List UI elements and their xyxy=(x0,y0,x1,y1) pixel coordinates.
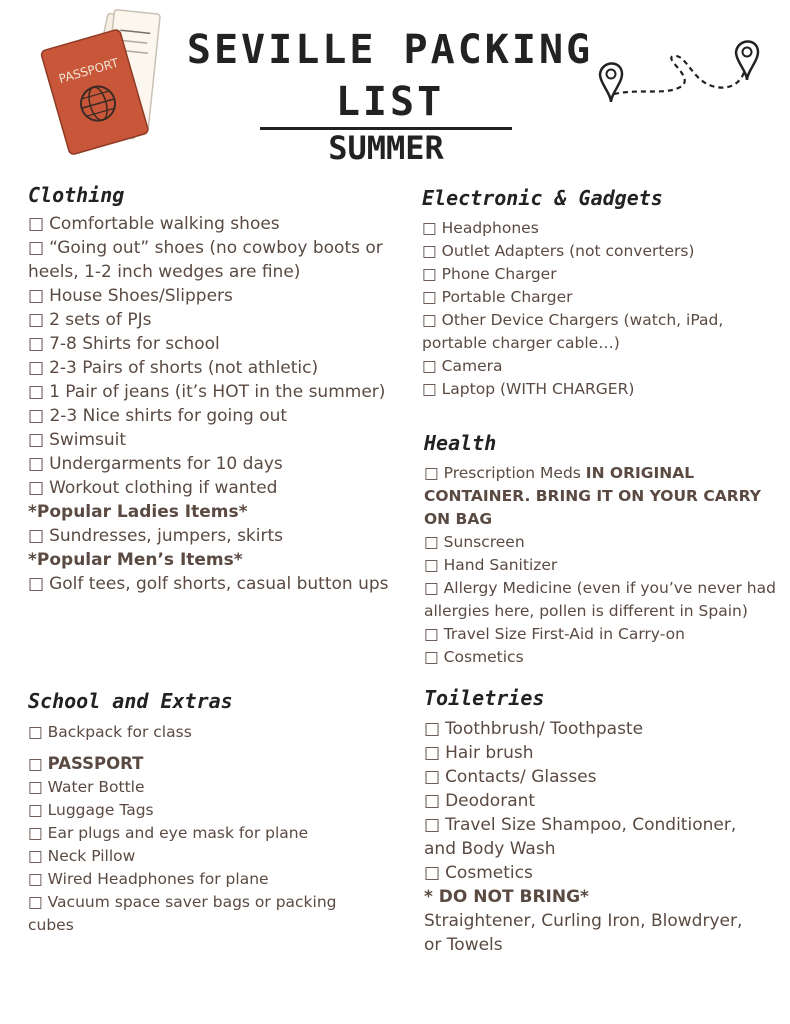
checkbox: □ xyxy=(28,801,43,819)
checkbox: □ xyxy=(424,815,441,835)
do-not-bring-items: Straightener, Curling Iron, Blowdryer, or Towels xyxy=(424,911,743,955)
list-item: □ Camera xyxy=(422,357,503,375)
checkbox: □ xyxy=(28,526,45,546)
checkbox: □ xyxy=(28,286,45,306)
list-item: □ 2 sets of PJs xyxy=(28,310,152,330)
mens-items-label: *Popular Men’s Items* xyxy=(28,550,243,570)
checkbox: □ xyxy=(422,357,437,375)
health-heading: Health xyxy=(424,431,497,455)
passport-cover-text: PASSPORT xyxy=(57,55,121,87)
checkbox: □ xyxy=(28,382,45,402)
list-item: □ Prescription Meds IN ORIGINAL CONTAINER. BRING IT ON YOUR CARRY ON BAG xyxy=(424,464,761,528)
checkbox: □ xyxy=(28,358,45,378)
checkbox: □ xyxy=(422,288,437,306)
checkbox: □ xyxy=(422,242,437,260)
checkbox: □ xyxy=(28,310,45,330)
checkbox: □ xyxy=(28,406,45,426)
ladies-items-label: *Popular Ladies Items* xyxy=(28,502,248,522)
passport-item: PASSPORT xyxy=(47,754,144,773)
list-item: □ Water Bottle xyxy=(28,778,145,796)
checkbox: □ xyxy=(424,648,439,666)
checkbox: □ xyxy=(424,533,439,551)
checkbox: □ xyxy=(28,893,43,911)
school-list xyxy=(28,721,358,937)
toiletries-section xyxy=(424,686,754,957)
do-not-bring-label: * DO NOT BRING* xyxy=(424,887,589,907)
list-item: □ Travel Size Shampoo, Conditioner, and Body Wash xyxy=(424,815,737,859)
checkbox: □ xyxy=(28,430,45,450)
list-item: □ Portable Charger xyxy=(422,288,573,306)
clothing-section xyxy=(28,183,396,596)
map-route-icon xyxy=(582,40,767,112)
checkbox: □ xyxy=(422,380,437,398)
list-item: □ Travel Size First-Aid in Carry-on xyxy=(424,625,685,643)
checkbox: □ xyxy=(28,478,45,498)
list-item: □ Cosmetics xyxy=(424,863,533,883)
list-item: □ Outlet Adapters (not converters) xyxy=(422,242,695,260)
checkbox: □ xyxy=(422,219,437,237)
list-item: □ Wired Headphones for plane xyxy=(28,870,269,888)
list-item: □ Comfortable walking shoes xyxy=(28,214,280,234)
school-heading: School and Extras xyxy=(28,689,233,713)
list-item: □ Sunscreen xyxy=(424,533,525,551)
list-item: □ Headphones xyxy=(422,219,539,237)
list-item: □ Neck Pillow xyxy=(28,847,136,865)
checkbox: □ xyxy=(424,464,439,482)
checkbox: □ xyxy=(424,556,439,574)
title-line-2: LIST xyxy=(335,79,445,125)
list-item: □ Phone Charger xyxy=(422,265,557,283)
list-item: □ Swimsuit xyxy=(28,430,127,450)
checkbox: □ xyxy=(28,723,43,741)
electronics-list xyxy=(422,217,772,401)
page-title xyxy=(180,24,600,128)
list-item: □ 1 Pair of jeans (it’s HOT in the summer) □ 2-3 Nice shirts for going out xyxy=(28,382,386,426)
list-item: □ Vacuum space saver bags or packing cubes xyxy=(28,893,337,934)
checkbox: □ xyxy=(28,238,45,258)
clothing-list xyxy=(28,212,396,596)
checkbox: □ xyxy=(424,767,441,787)
checkbox: □ xyxy=(28,870,43,888)
health-list xyxy=(424,462,776,669)
list-item: □ Allergy Medicine (even if you’ve never had allergies here, pollen is different in Spain) xyxy=(424,579,776,620)
checkbox: □ xyxy=(424,625,439,643)
checkbox: □ xyxy=(28,214,45,234)
list-item: □ 7-8 Shirts for school xyxy=(28,334,220,354)
checkbox: □ xyxy=(424,579,439,597)
list-item: □ Deodorant xyxy=(424,791,536,811)
checkbox: □ xyxy=(28,847,43,865)
list-item: □ Sundresses, jumpers, skirts xyxy=(28,526,284,546)
health-section xyxy=(424,431,776,669)
checkbox: □ xyxy=(424,791,441,811)
electronics-heading: Electronic & Gadgets xyxy=(422,186,663,210)
list-item: □ Golf tees, golf shorts, casual button ups xyxy=(28,574,389,594)
toiletries-list xyxy=(424,717,754,957)
checkbox: □ xyxy=(424,719,441,739)
list-item: □ Contacts/ Glasses xyxy=(424,767,597,787)
checkbox: □ xyxy=(28,334,45,354)
list-item: □ Workout clothing if wanted xyxy=(28,478,278,498)
list-item: □ House Shoes/Slippers xyxy=(28,286,233,306)
list-item: □ Ear plugs and eye mask for plane xyxy=(28,824,309,842)
subtitle: SUMMER xyxy=(328,129,444,167)
checkbox: □ xyxy=(422,265,437,283)
list-item: □ “Going out” shoes (no cowboy boots or heels, 1-2 inch wedges are fine) xyxy=(28,238,383,282)
checkbox: □ xyxy=(424,863,441,883)
checkbox: □ xyxy=(424,743,441,763)
toiletries-heading: Toiletries xyxy=(424,686,545,710)
list-item: □ Undergarments for 10 days xyxy=(28,454,283,474)
checkbox: □ xyxy=(28,454,45,474)
list-item: □ Hair brush xyxy=(424,743,534,763)
checkbox: □ xyxy=(28,755,43,773)
list-item xyxy=(28,752,358,776)
list-item: □ Luggage Tags xyxy=(28,801,154,819)
passport-illustration xyxy=(40,8,170,158)
meds-emphasis: IN ORIGINAL CONTAINER. BRING IT ON YOUR CARRY ON BAG xyxy=(424,464,761,528)
list-item: □ Toothbrush/ Toothpaste xyxy=(424,719,644,739)
list-item: □ Laptop (WITH CHARGER) xyxy=(422,380,635,398)
list-item: □ 2-3 Pairs of shorts (not athletic) xyxy=(28,358,319,378)
clothing-heading: Clothing xyxy=(28,183,125,207)
checkbox: □ xyxy=(28,574,45,594)
checkbox: □ xyxy=(422,311,437,329)
electronics-section xyxy=(422,186,772,401)
checkbox: □ xyxy=(28,824,43,842)
list-item: □ Cosmetics xyxy=(424,648,524,666)
title-line-1: SEVILLE PACKING xyxy=(186,27,594,73)
list-item: □ Other Device Chargers (watch, iPad, portable charger cable…) xyxy=(422,311,724,352)
list-item: □ Backpack for class xyxy=(28,723,192,741)
school-section xyxy=(28,689,358,937)
checkbox: □ xyxy=(28,778,43,796)
list-item: □ Hand Sanitizer xyxy=(424,556,558,574)
